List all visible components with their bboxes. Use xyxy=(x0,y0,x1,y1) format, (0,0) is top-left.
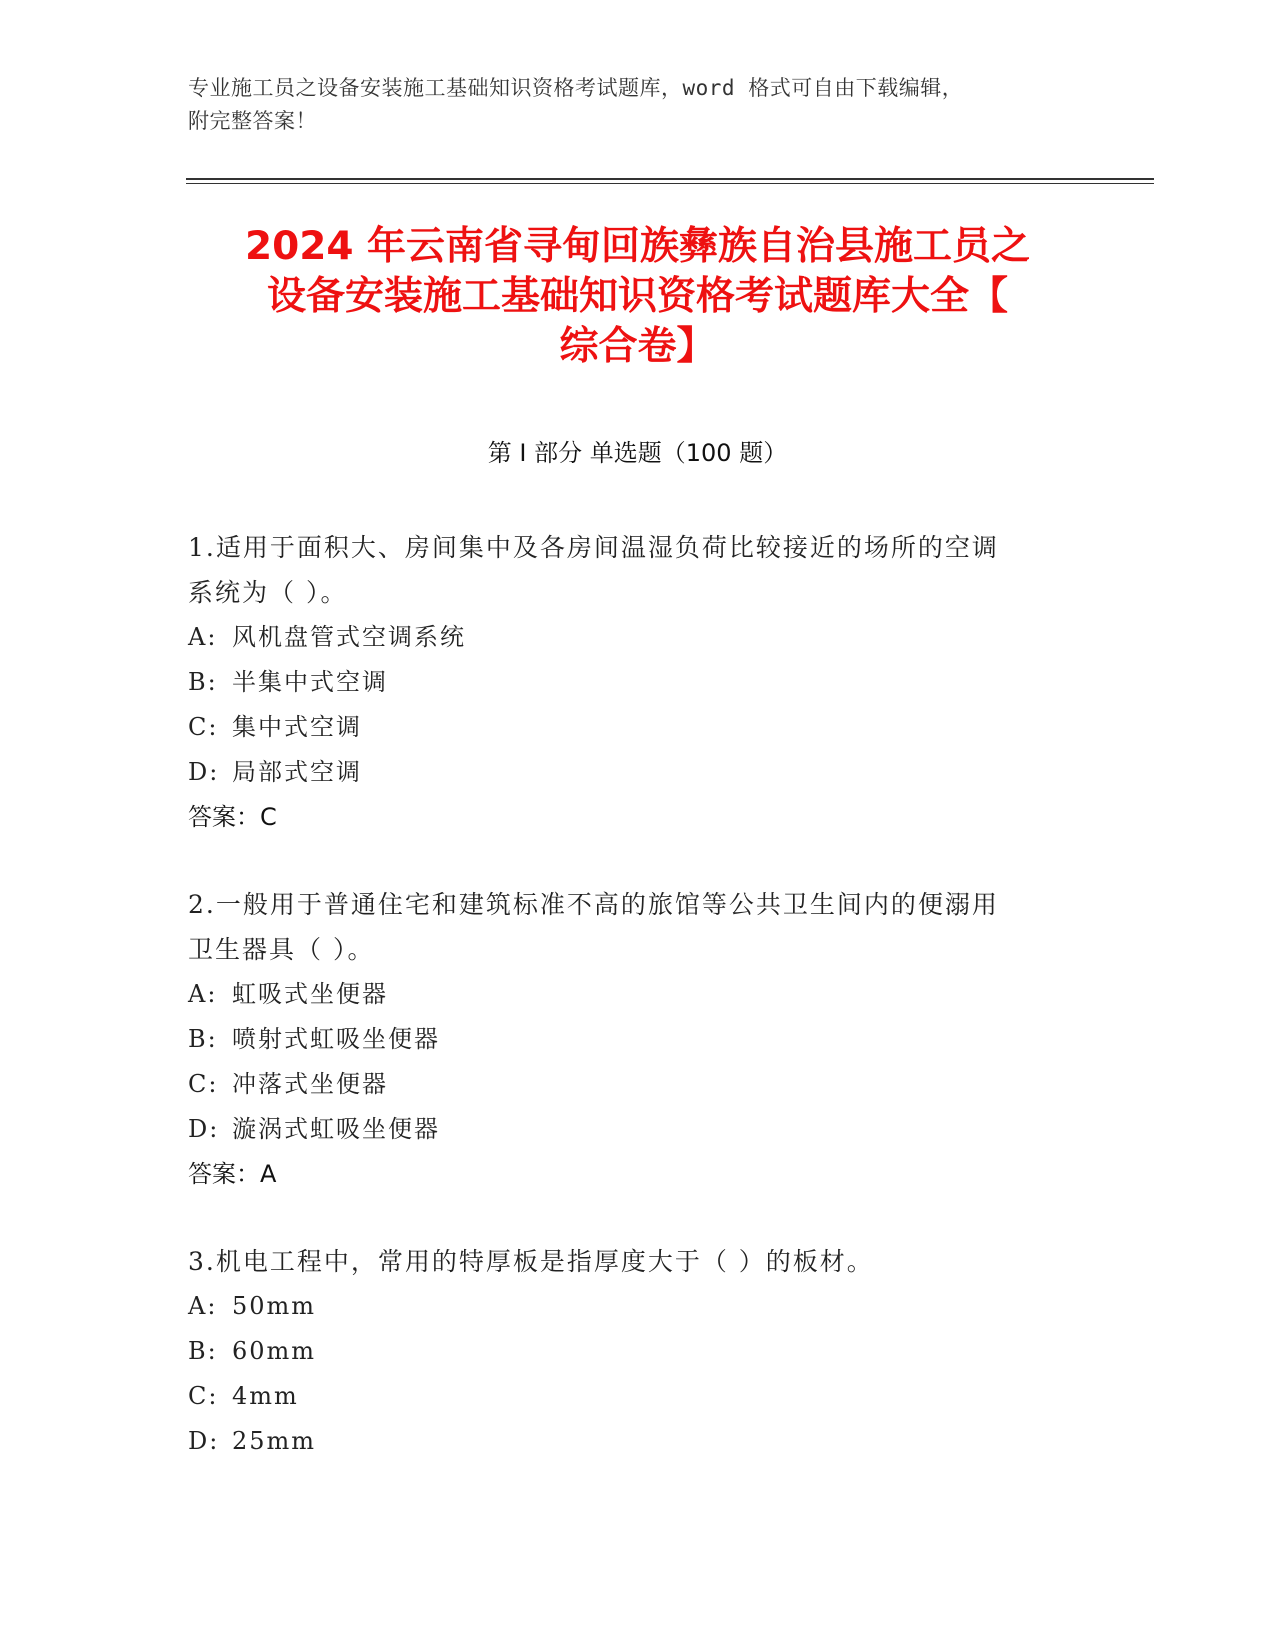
option-letter: A: xyxy=(188,623,218,651)
option-text: 60mm xyxy=(232,1337,317,1365)
header-note-line-1: 专业施工员之设备安装施工基础知识资格考试题库，word 格式可自由下载编辑， xyxy=(188,76,964,100)
section-heading: 第 I 部分 单选题（100 题） xyxy=(487,439,788,467)
question-stem-line: 2.一般用于普通住宅和建筑标准不高的旅馆等公共卫生间内的便溺用 xyxy=(188,890,999,919)
header-divider-thick xyxy=(186,178,1154,180)
option-text: 集中式空调 xyxy=(232,713,362,741)
option-letter: B: xyxy=(188,1337,218,1365)
option-text: 冲落式坐便器 xyxy=(232,1070,388,1098)
answer-label: 答案：A xyxy=(188,1160,277,1188)
question-item xyxy=(188,525,1068,840)
question-stem-line: 3.机电工程中，常用的特厚板是指厚度大于（ ）的板材。 xyxy=(188,1247,874,1276)
option-c xyxy=(188,1374,1068,1419)
option-c xyxy=(188,705,1068,750)
document-title xyxy=(150,222,1125,372)
option-d xyxy=(188,1107,1068,1152)
option-a xyxy=(188,615,1068,660)
option-b xyxy=(188,1329,1068,1374)
question-list xyxy=(188,525,1068,1506)
question-item xyxy=(188,1239,1068,1464)
option-c xyxy=(188,1062,1068,1107)
option-text: 虹吸式坐便器 xyxy=(232,980,388,1008)
option-text: 喷射式虹吸坐便器 xyxy=(232,1025,440,1053)
title-line-1: 2024 年云南省寻甸回族彝族自治县施工员之 xyxy=(244,224,1031,269)
title-line-3: 综合卷】 xyxy=(559,324,716,369)
option-letter: B: xyxy=(188,1025,218,1053)
option-text: 漩涡式虹吸坐便器 xyxy=(232,1115,440,1143)
option-letter: A: xyxy=(188,980,218,1008)
option-b xyxy=(188,1017,1068,1062)
option-text: 风机盘管式空调系统 xyxy=(232,623,466,651)
option-a xyxy=(188,1284,1068,1329)
option-letter: B: xyxy=(188,668,218,696)
option-letter: C: xyxy=(188,713,219,741)
option-letter: C: xyxy=(188,1382,219,1410)
header-note-line-2: 附完整答案！ xyxy=(188,109,317,133)
option-text: 半集中式空调 xyxy=(232,668,388,696)
option-letter: D: xyxy=(188,1427,220,1455)
option-a xyxy=(188,972,1068,1017)
option-letter: D: xyxy=(188,758,220,786)
question-stem-line: 系统为（ ）。 xyxy=(188,578,348,607)
header-note xyxy=(188,72,1088,138)
title-line-2: 设备安装施工基础知识资格考试题库大全【 xyxy=(266,274,1008,319)
option-text: 4mm xyxy=(232,1382,299,1410)
answer-label: 答案：C xyxy=(188,803,277,831)
option-text: 局部式空调 xyxy=(232,758,362,786)
question-stem-line: 1.适用于面积大、房间集中及各房间温湿负荷比较接近的场所的空调 xyxy=(188,533,999,562)
option-b xyxy=(188,660,1068,705)
option-d xyxy=(188,750,1068,795)
option-letter: A: xyxy=(188,1292,218,1320)
question-stem-line: 卫生器具（ ）。 xyxy=(188,935,375,964)
option-letter: D: xyxy=(188,1115,220,1143)
question-item xyxy=(188,882,1068,1197)
option-d xyxy=(188,1419,1068,1464)
option-letter: C: xyxy=(188,1070,219,1098)
header-divider-thin xyxy=(186,183,1154,184)
option-text: 25mm xyxy=(232,1427,317,1455)
option-text: 50mm xyxy=(232,1292,317,1320)
